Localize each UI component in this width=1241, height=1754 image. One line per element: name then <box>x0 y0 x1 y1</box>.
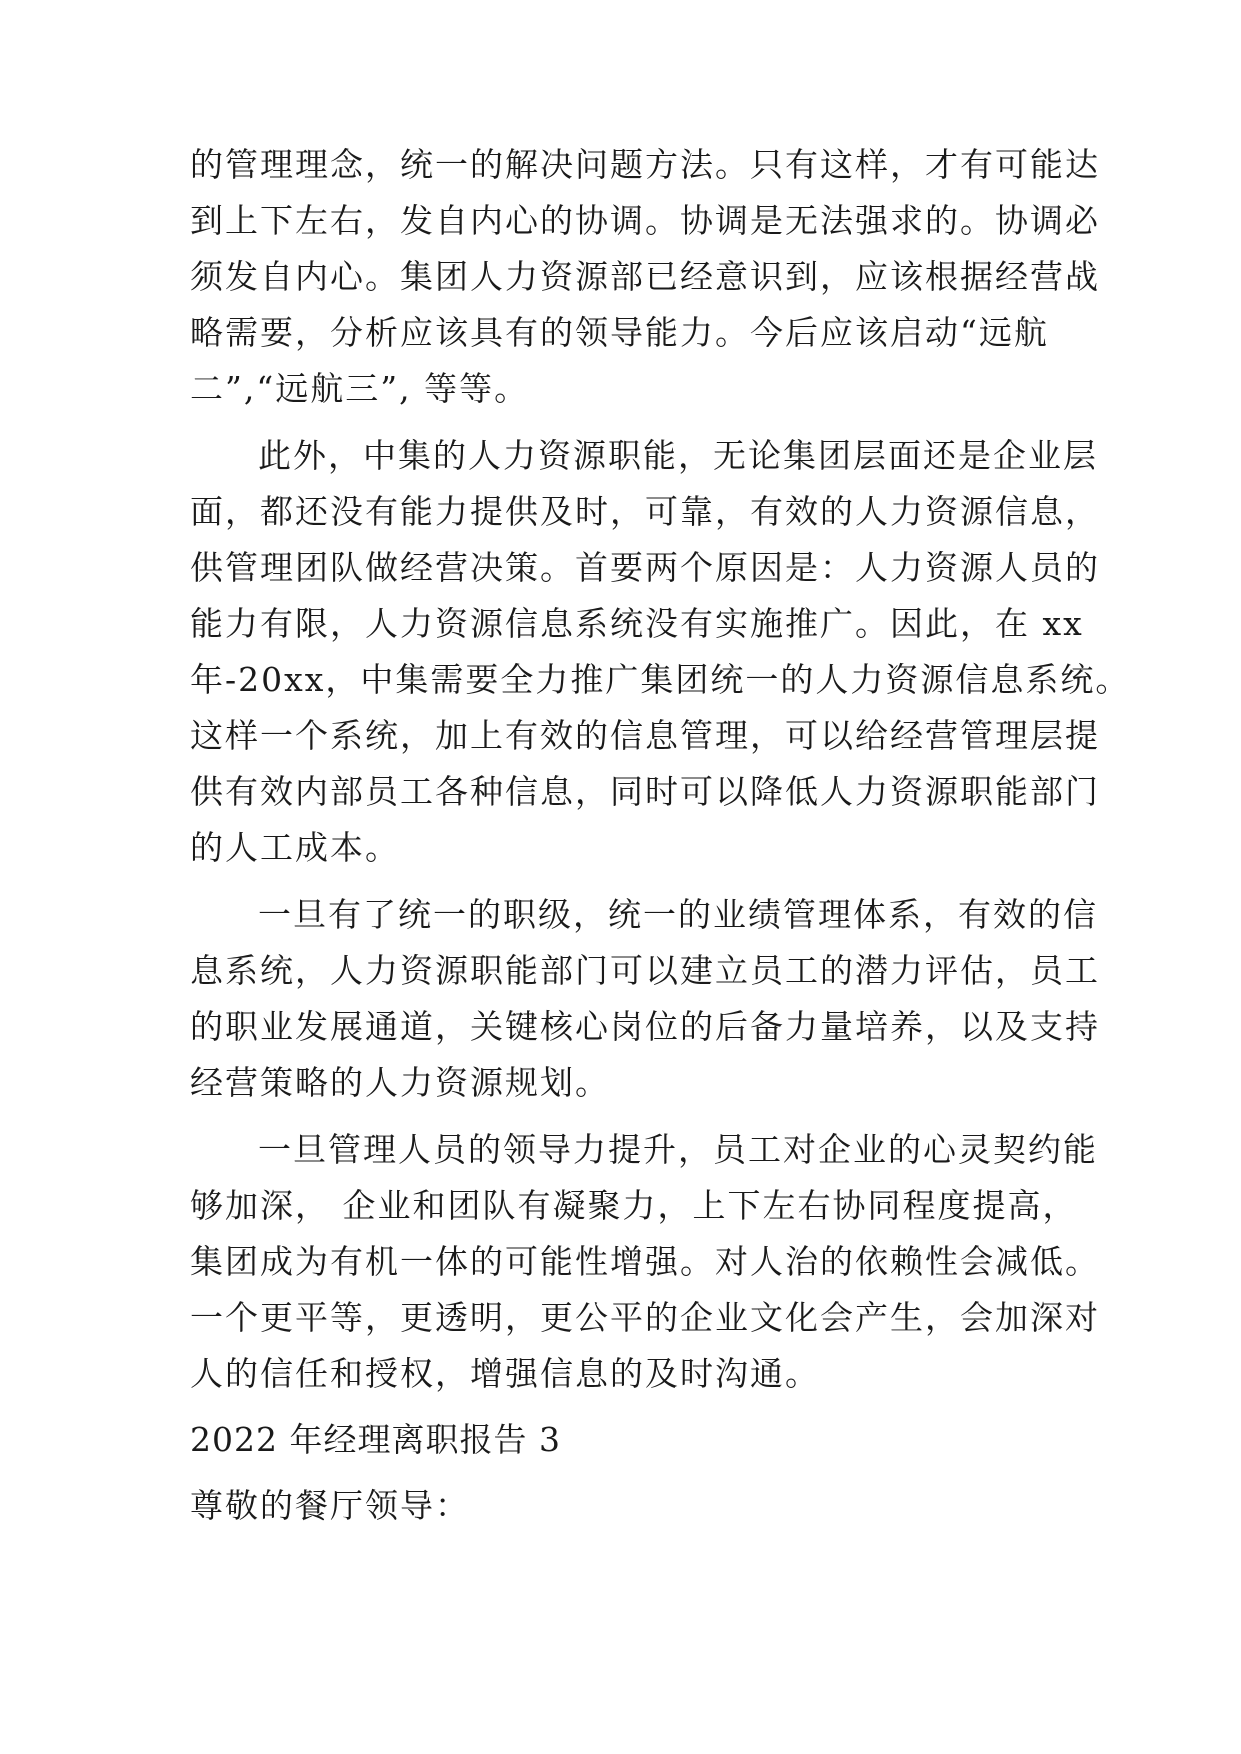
paragraph-line: 息系统，人力资源职能部门可以建立员工的潜力评估，员工 <box>190 951 1100 990</box>
paragraph-line: 这样一个系统，加上有效的信息管理，可以给经营管理层提 <box>190 716 1100 755</box>
salutation: 尊敬的餐厅领导： <box>190 1486 470 1525</box>
paragraph-line: 供管理团队做经营决策。首要两个原因是：人力资源人员的 <box>190 548 1100 587</box>
section-title: 2022 年经理离职报告 3 <box>190 1420 561 1459</box>
paragraph-line: 的职业发展通道，关键核心岗位的后备力量培养，以及支持 <box>190 1007 1100 1046</box>
paragraph-line: 到上下左右，发自内心的协调。协调是无法强求的。协调必 <box>190 201 1100 240</box>
paragraph-line: 略需要，分析应该具有的领导能力。今后应该启动“远航 <box>190 313 1049 352</box>
paragraph-line: 一旦有了统一的职级，统一的业绩管理体系，有效的信 <box>258 895 1098 934</box>
paragraph-line: 须发自内心。集团人力资源部已经意识到，应该根据经营战 <box>190 257 1100 296</box>
paragraph-line: 够加深， 企业和团队有凝聚力，上下左右协同程度提高， <box>190 1186 1078 1225</box>
paragraph-line: 此外，中集的人力资源职能，无论集团层面还是企业层 <box>258 436 1098 475</box>
paragraph-line: 集团成为有机一体的可能性增强。对人治的依赖性会减低。 <box>190 1242 1100 1281</box>
paragraph-line: 的管理理念，统一的解决问题方法。只有这样，才有可能达 <box>190 145 1100 184</box>
paragraph-line: 二”,“远航三”, 等等。 <box>190 369 530 408</box>
paragraph-line: 年-20xx，中集需要全力推广集团统一的人力资源信息系统。 <box>190 660 1131 699</box>
paragraph-line: 人的信任和授权，增强信息的及时沟通。 <box>190 1354 820 1393</box>
paragraph-line: 供有效内部员工各种信息，同时可以降低人力资源职能部门 <box>190 772 1100 811</box>
paragraph-line: 一个更平等，更透明，更公平的企业文化会产生，会加深对 <box>190 1298 1100 1337</box>
paragraph-line: 经营策略的人力资源规划。 <box>190 1063 610 1102</box>
paragraph-line: 面，都还没有能力提供及时，可靠，有效的人力资源信息， <box>190 492 1100 531</box>
paragraph-line: 的人工成本。 <box>190 828 400 867</box>
paragraph-line: 能力有限，人力资源信息系统没有实施推广。因此，在 xx <box>190 604 1084 643</box>
paragraph-line: 一旦管理人员的领导力提升，员工对企业的心灵契约能 <box>258 1130 1098 1169</box>
